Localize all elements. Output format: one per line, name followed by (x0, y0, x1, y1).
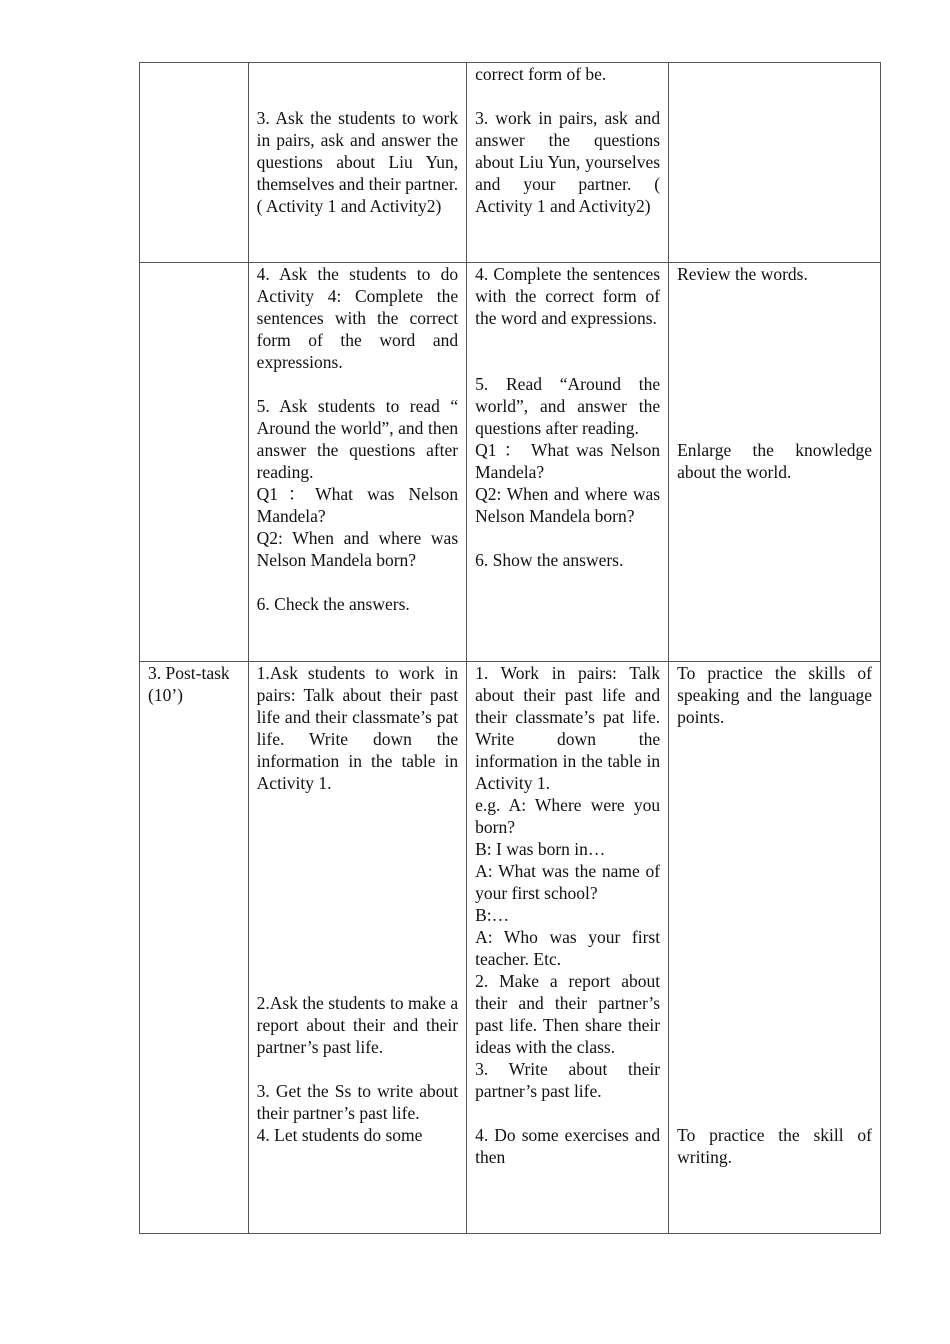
cell-paragraph: 4. Do some exercises and then (475, 1125, 661, 1167)
spacer (677, 794, 872, 816)
cell-paragraph: A: Who was your first teacher. Etc. (475, 927, 661, 969)
cell-paragraph: 2.Ask the students to make a report about their and their partner’s past life. (256, 993, 459, 1057)
spacer (677, 970, 872, 992)
cell-paragraph: 6. Check the answers. (256, 594, 410, 614)
spacer (475, 527, 660, 549)
spacer (677, 1080, 872, 1102)
cell-paragraph: correct form of be. (475, 64, 607, 84)
cell-paragraph: 3. work in pairs, ask and answer the questions about Liu Yun, yourselves and your partner. ( Activity 1 and Activity2) (475, 108, 661, 216)
spacer (475, 1102, 660, 1124)
spacer (677, 904, 872, 926)
spacer (677, 373, 872, 395)
spacer (257, 970, 458, 992)
cell-paragraph: 3. Ask the students to work in pairs, ask and answer the questions about Liu Yun, themselves and their partner. ( Activity 1 and Activity2) (256, 108, 459, 216)
cell-paragraph: B: I was born in… (475, 839, 606, 859)
cell-paragraph: Q1：What was Nelson Mandela? (256, 484, 459, 526)
purpose-cell (669, 63, 881, 263)
stage-cell (140, 63, 249, 263)
table-row (140, 63, 881, 263)
cell-paragraph: A: What was the name of your first school? (475, 861, 661, 903)
stage-cell (140, 662, 249, 1234)
student-activity-cell (467, 263, 669, 662)
cell-paragraph: Q2: When and where was Nelson Mandela born? (256, 528, 459, 570)
spacer (257, 571, 458, 593)
spacer (677, 351, 872, 373)
spacer (677, 1102, 872, 1124)
spacer (475, 351, 660, 373)
cell-paragraph: 5. Read “Around the world”, and answer the questions after reading. (475, 374, 661, 438)
spacer (677, 728, 872, 750)
cell-paragraph: 4. Ask the students to do Activity 4: Complete the sentences with the correct form of the word and expressions. (256, 264, 459, 372)
cell-paragraph: 5. Ask students to read “ Around the world”, and then answer the questions after reading. (256, 396, 459, 482)
spacer (677, 1036, 872, 1058)
spacer (677, 860, 872, 882)
spacer (475, 85, 660, 107)
spacer (257, 882, 458, 904)
spacer (677, 1058, 872, 1080)
spacer (257, 85, 458, 107)
cell-paragraph: Enlarge the knowledge about the world. (677, 440, 872, 482)
table-row (140, 662, 881, 1234)
spacer (677, 1014, 872, 1036)
spacer (677, 285, 872, 307)
cell-paragraph: Q2: When and where was Nelson Mandela born? (475, 484, 661, 526)
student-activity-cell (467, 662, 669, 1234)
spacer (677, 772, 872, 794)
spacer (677, 417, 872, 439)
spacer (677, 882, 872, 904)
cell-paragraph: 6. Show the answers. (475, 550, 624, 570)
cell-paragraph: To practice the skill of writing. (677, 1125, 872, 1167)
spacer (257, 816, 458, 838)
stage-label: 3. Post-task (10’) (148, 663, 230, 705)
spacer (677, 926, 872, 948)
cell-paragraph: 3. Write about their partner’s past life. (475, 1059, 661, 1101)
spacer (257, 904, 458, 926)
spacer (257, 373, 458, 395)
spacer (677, 948, 872, 970)
lesson-plan-table (139, 62, 881, 1234)
table-row (140, 263, 881, 662)
spacer (257, 1058, 458, 1080)
spacer (677, 992, 872, 1014)
cell-paragraph: To practice the skills of speaking and the language points. (677, 663, 872, 727)
spacer (257, 948, 458, 970)
spacer (257, 860, 458, 882)
spacer (257, 63, 458, 85)
spacer (677, 750, 872, 772)
spacer (257, 926, 458, 948)
spacer (475, 329, 660, 351)
cell-paragraph: 4. Let students do some (256, 1125, 423, 1145)
spacer (257, 838, 458, 860)
purpose-cell (669, 263, 881, 662)
teacher-activity-cell (248, 662, 466, 1234)
stage-cell (140, 263, 249, 662)
cell-paragraph: 2. Make a report about their and their partner’s past life. Then share their ideas with the class. (475, 971, 661, 1057)
spacer (677, 395, 872, 417)
spacer (677, 307, 872, 329)
spacer (677, 816, 872, 838)
purpose-cell (669, 662, 881, 1234)
cell-paragraph: 1. Work in pairs: Talk about their past life and their classmate’s pat life. Write down the information in the table in Activity 1. (475, 663, 661, 793)
cell-paragraph: Q1 ： What was Nelson Mandela? (475, 440, 661, 482)
cell-paragraph: B:… (475, 905, 510, 925)
cell-paragraph: Review the words. (677, 264, 808, 284)
teacher-activity-cell (248, 263, 466, 662)
cell-paragraph: 3. Get the Ss to write about their partner’s past life. (256, 1081, 459, 1123)
cell-paragraph: e.g. A: Where were you born? (475, 795, 661, 837)
cell-paragraph: 4. Complete the sentences with the correct form of the word and expressions. (475, 264, 661, 328)
student-activity-cell (467, 63, 669, 263)
spacer (677, 329, 872, 351)
spacer (257, 794, 458, 816)
spacer (677, 838, 872, 860)
teacher-activity-cell (248, 63, 466, 263)
spacer (677, 63, 872, 85)
cell-paragraph: 1.Ask students to work in pairs: Talk about their past life and their classmate’s pat life. Write down the information in the table in Activity 1. (256, 663, 459, 793)
